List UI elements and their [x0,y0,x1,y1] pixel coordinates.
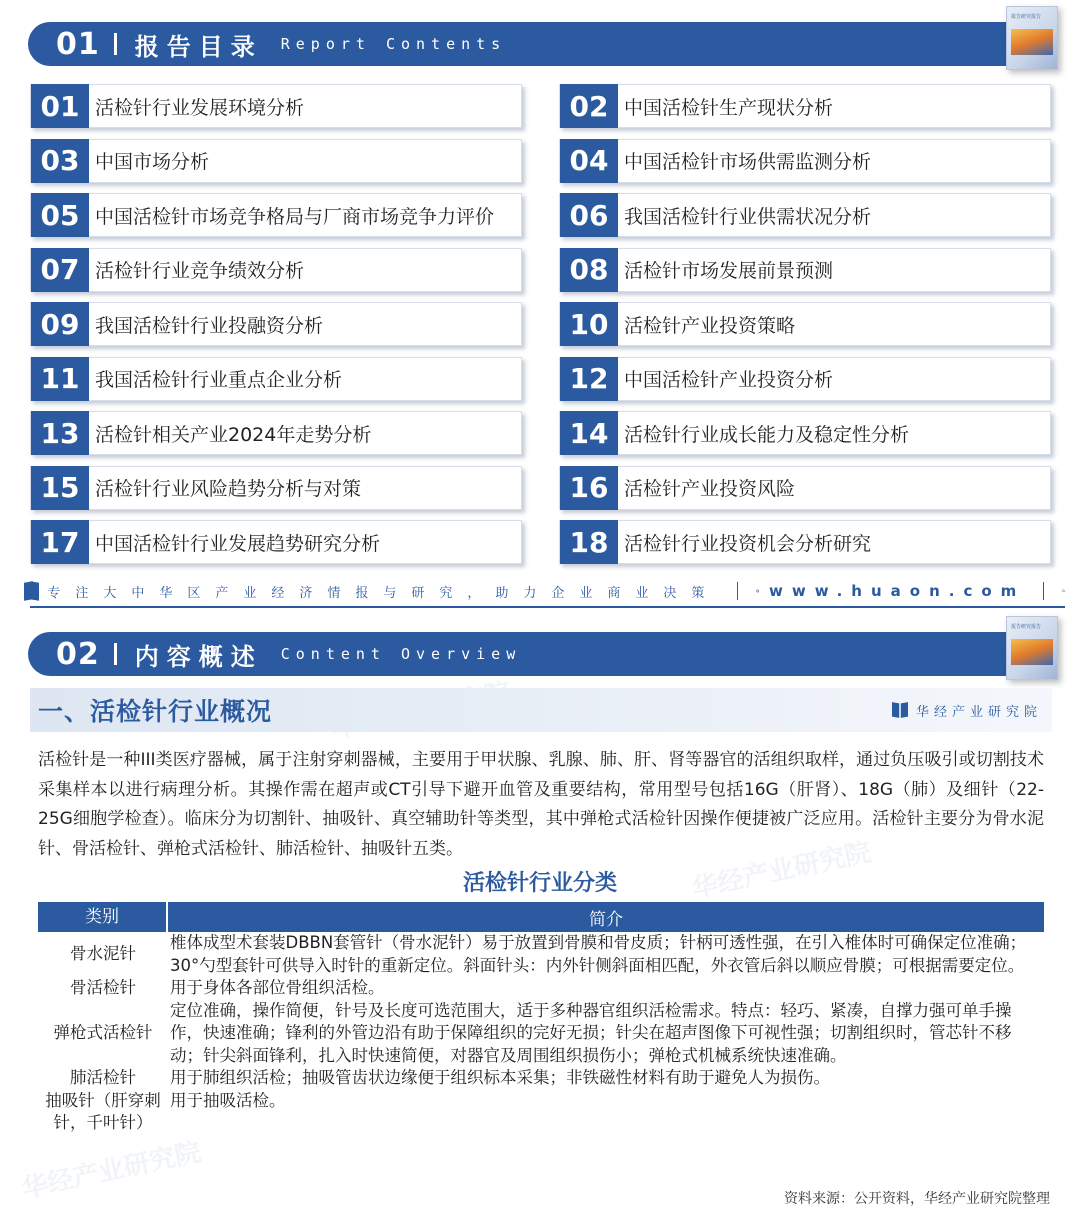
header-category: 类别 [38,902,168,932]
category-cell: 抽吸针（肝穿刺针，千叶针） [45,1090,161,1132]
source-note: 资料来源：公开资料，华经产业研究院整理 [784,1191,1050,1207]
toc-item[interactable] [559,411,1051,455]
toc-item[interactable] [559,248,1051,292]
divider [114,33,117,55]
description-cell: 用于肺组织活检；抽吸管齿状边缘便于组织标本采集；非铁磁性材料有助于避免人为损伤。 [170,1068,830,1087]
toc-number: 04 [560,139,618,183]
section-banner-contents [28,22,1048,66]
footer-line [30,606,1065,608]
toc-label: 活检针行业成长能力及稳定性分析 [624,423,910,446]
overview-paragraph: 活检针是一种III类医疗器械，属于注射穿刺器械，主要用于甲状腺、乳腺、肺、肝、肾等器官的活组织取样，通过负压吸引或切割技术采集样本以进行病理分析。其操作需在超声或CT引导下避开血管及重要结构，常用型号包括16G（肝肾）、18G（肺）及细针（22-25G细胞学检查）。临床分为切割针、抽吸针、真空辅助针等类型，其中弹枪式活检针因操作便捷被广泛应用。活检针主要分为骨水泥针、骨活检针、弹枪式活检针、肺活检针、抽吸针五类。 [38,750,1044,859]
subsection-header [30,688,1052,732]
report-cover-icon: 报告研究报告 [1006,616,1058,680]
category-cell: 骨活检针 [70,978,136,997]
toc-label: 活检针行业发展环境分析 [95,96,305,119]
toc-item[interactable] [30,357,522,401]
toc-number: 12 [560,357,618,401]
toc-label: 中国活检针市场竞争格局与厂商市场竞争力评价 [95,205,495,228]
table-body [38,932,1044,1135]
section-title-en: Content Overview [280,645,522,663]
search-icon[interactable] [1062,581,1065,601]
toc-item[interactable] [30,411,522,455]
section-title-zh: 报告目录 [134,32,263,61]
toc-number: 07 [31,248,89,292]
toc-item[interactable] [30,520,522,564]
divider [114,643,117,665]
brand-book-icon [892,703,908,717]
footer-strip [30,574,1065,608]
toc-label: 我国活检针行业投融资分析 [95,314,324,337]
toc-label: 我国活检针行业重点企业分析 [95,369,343,391]
section-title-en: Report Contents [280,35,507,53]
slogan: 专注大中华区产业经济情报与研究，助力企业商业决策 [47,585,720,601]
toc-label: 中国活检针行业发展趋势研究分析 [95,532,381,555]
toc-item[interactable] [559,520,1051,564]
toc-item[interactable] [30,193,522,237]
section-banner-overview [28,632,1048,676]
toc-number: 16 [560,466,618,510]
toc-item[interactable] [559,302,1051,346]
toc-item[interactable] [559,466,1051,510]
table-title: 活检针行业分类 [462,871,617,896]
toc-label: 中国活检针市场供需监测分析 [624,151,872,173]
toc-label: 活检针行业投资机会分析研究 [624,532,872,555]
org-label [890,701,1052,720]
description-cell: 用于身体各部位骨组织活检。 [170,978,385,997]
watermark: 华经产业研究院 [689,837,874,905]
toc-number: 11 [31,357,89,401]
toc-label: 活检针产业投资风险 [624,478,796,500]
toc-label: 我国活检针行业供需状况分析 [624,205,872,228]
toc-item[interactable] [559,139,1051,183]
toc-number: 17 [31,520,89,564]
toc-label: 中国活检针产业投资分析 [624,369,834,391]
toc-number: 18 [560,520,618,564]
subsection-title: 一、活检针行业概况 [38,697,273,726]
toc-number: 01 [31,84,89,128]
toc-label: 活检针产业投资策略 [624,314,796,337]
description-cell: 椎体成型术套装DBBN套管针（骨水泥针）易于放置到骨膜和骨皮质；针柄可透性强，在引入椎体时可确保定位准确；30°勺型套针可供导入时针的重新定位。斜面针头：内外针侧斜面相匹配，外衣管后斜以顺应骨膜；可根据需要定位。 [170,933,1027,975]
toc-item[interactable] [559,357,1051,401]
toc-item[interactable] [559,84,1051,128]
toc-label: 中国活检针生产现状分析 [624,96,834,119]
brand-book-icon [30,582,33,600]
description-cell: 定位准确，操作简便，针号及长度可选范围大，适于多种器官组织活检需求。特点：轻巧、紧凑，自撑力强可单手操作，快速准确；锋利的外管边沿有助于保障组织的完好无损；针尖在超声图像下可视性强；切割组织时，管芯针不移动；针尖斜面锋利，扎入时快速简便，对器官及周围组织损伤小；弹枪式机械系统快速准确。 [170,1000,1012,1065]
header-description: 简介 [589,909,623,930]
table-row [38,1090,1044,1135]
toc-number: 13 [31,411,89,455]
globe-icon [756,581,759,601]
classification-table [38,902,1044,1135]
table-header [38,902,1044,932]
toc-item[interactable] [30,84,522,128]
toc-number: 03 [31,139,89,183]
table-row [38,1067,1044,1090]
toc-label: 活检针行业竞争绩效分析 [95,260,305,282]
watermark: 华经产业研究院 [19,1137,204,1205]
toc-item[interactable] [30,302,522,346]
table-row [38,977,1044,1000]
toc-item[interactable] [30,466,522,510]
description-cell: 用于抽吸活检。 [170,1090,286,1110]
category-cell: 弹枪式活检针 [53,1023,153,1042]
toc-number: 05 [31,193,89,237]
toc-number: 15 [31,466,89,510]
table-row [38,932,1044,977]
section-number: 01 [56,26,100,62]
toc-item[interactable] [30,139,522,183]
toc-item[interactable] [559,193,1051,237]
toc-number: 08 [560,248,618,292]
table-row [38,1000,1044,1068]
toc-number: 06 [560,193,618,237]
toc-item[interactable] [30,248,522,292]
org-name: 华经产业研究院 [915,704,1042,720]
category-cell: 骨水泥针 [70,944,136,964]
toc-label: 中国市场分析 [95,151,210,173]
section-title-zh: 内容概述 [134,642,263,671]
toc-label: 活检针行业风险趋势分析与对策 [95,478,362,500]
website-link[interactable]: www.huaon.com [769,582,1026,600]
toc-number: 02 [560,84,618,128]
report-cover-icon: 报告研究报告 [1006,6,1058,70]
toc-label: 活检针市场发展前景预测 [624,260,834,282]
section-number: 02 [56,636,100,672]
toc-number: 09 [31,302,89,346]
toc-number: 10 [560,302,618,346]
toc-number: 14 [560,411,618,455]
category-cell: 肺活检针 [70,1068,136,1087]
toc-label: 活检针相关产业2024年走势分析 [95,423,372,446]
